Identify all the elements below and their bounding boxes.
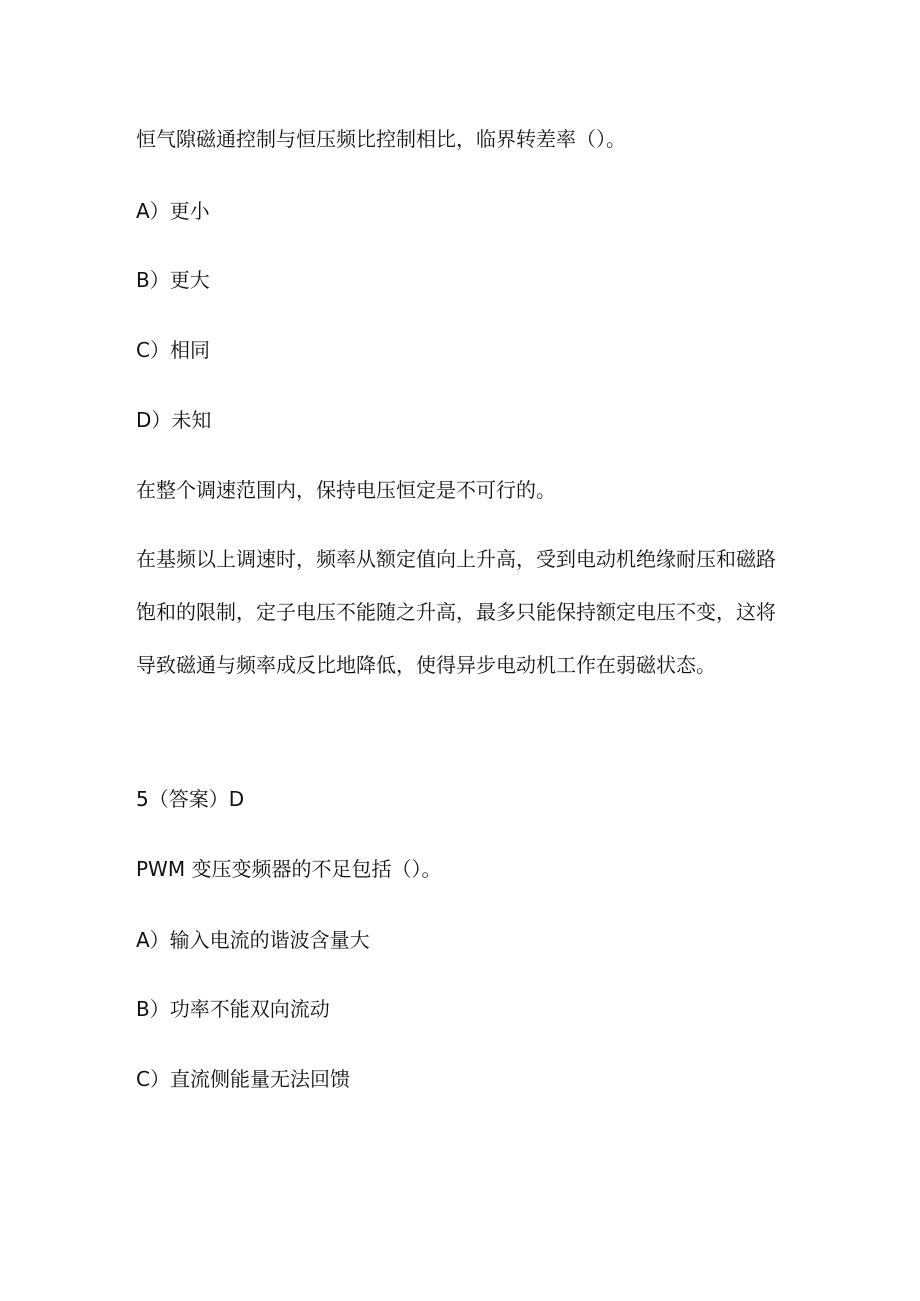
answer-label: 5（答案）D	[136, 787, 245, 811]
paragraph-line: 在基频以上调速时，频率从额定值向上升高，受到电动机绝缘耐压和磁路	[136, 547, 776, 571]
question-stem: 恒气隙磁通控制与恒压频比控制相比，临界转差率（）。	[136, 127, 626, 151]
explanation-text: 在整个调速范围内，保持电压恒定是不可行的。	[136, 478, 556, 502]
option-b: B）功率不能双向流动	[136, 997, 330, 1021]
option-a: A）更小	[136, 199, 210, 223]
paragraph-line: 饱和的限制，定子电压不能随之升高，最多只能保持额定电压不变，这将	[136, 600, 776, 624]
option-a: A）输入电流的谐波含量大	[136, 928, 370, 952]
explanation-paragraph	[136, 545, 796, 679]
paragraph-line: 导致磁通与频率成反比地降低，使得异步电动机工作在弱磁状态。	[136, 653, 716, 677]
option-c: C）直流侧能量无法回馈	[136, 1067, 350, 1091]
question-stem: PWM 变压变频器的不足包括（）。	[136, 857, 442, 881]
option-d: D）未知	[136, 408, 212, 432]
option-b: B）更大	[136, 268, 210, 292]
option-c: C）相同	[136, 338, 210, 362]
